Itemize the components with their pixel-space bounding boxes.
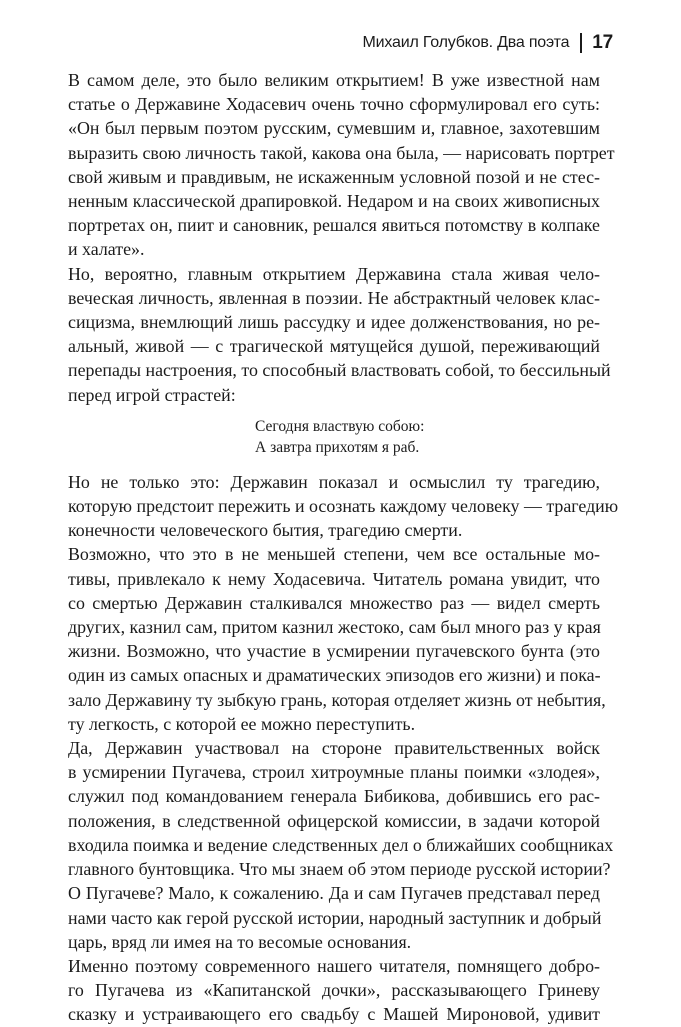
text-line: сицизма, внемлющий лишь рассудку и идее долженствования, но ре-: [68, 312, 600, 333]
text-line: служил под командованием генерала Бибикова, добившись его рас-: [68, 786, 600, 807]
text-line: портретах он, пиит и сановник, решался явиться потомству в колпаке: [68, 215, 600, 236]
paragraph: [68, 954, 600, 1027]
text-line: альный, живой — с трагической мятущейся душой, переживающий: [68, 336, 600, 357]
text-line: входила поимка и ведение следственных дел о ближайших сообщниках: [68, 834, 614, 855]
header-divider: [580, 33, 582, 53]
text-line: в усмирении Пугачева, строил хитроумные планы поимки «злодея»,: [68, 762, 600, 783]
paragraph: [68, 262, 611, 407]
text-line: один из самых опасных и драматических эпизодов его жизни) и пока-: [68, 665, 601, 686]
text-line: сказку и устраивающего его свадьбу с Машей Мироновой, удивит: [68, 1004, 600, 1025]
text-line: ненным классической драпировкой. Недаром и на своих живописных: [68, 191, 600, 212]
verse-quote: [68, 416, 600, 458]
text-line: «Он был первым поэтом русским, сумевшим и, главное, захотевшим: [68, 118, 600, 139]
text-line: Но не только это: Державин показал и осмыслил ту трагедию,: [68, 471, 600, 492]
page-number: 17: [592, 32, 613, 53]
text-line: других, казнил сам, притом казнил жестоко, сам был много раз у края: [68, 617, 601, 638]
text-line: конечности человеческого бытия, трагедию смерти.: [68, 520, 463, 541]
text-line: которую предстоит пережить и осознать каждому человеку — трагедию: [68, 496, 619, 517]
verse-line: А завтра прихотям я раб.: [255, 438, 420, 456]
text-line: В самом деле, это было великим открытием! В уже известной нам: [68, 70, 600, 90]
text-line: жизни. Возможно, что участие в усмирении пугачевского бунта (это: [68, 641, 600, 662]
verse-line: Сегодня властвую собою:: [255, 417, 425, 435]
running-header: [363, 32, 613, 54]
paragraph: [68, 736, 614, 954]
running-header-title: Михаил Голубков. Два поэта: [362, 34, 570, 51]
text-line: го Пугачева из «Капитанской дочки», рассказывающего Гриневу: [68, 980, 600, 1001]
text-line: зало Державину ту зыбкую грань, которая отделяет жизнь от небытия,: [68, 689, 606, 710]
text-line: со смертью Державин сталкивался множество раз — видел смерть: [68, 592, 600, 613]
text-line: Именно поэтому современного нашего читателя, помнящего добро-: [68, 955, 600, 976]
text-line: нами часто как герой русской истории, народный заступник и добрый: [68, 907, 602, 928]
text-line: главного бунтовщика. Что мы знаем об этом периоде русской истории?: [68, 859, 611, 880]
text-line: свой живым и правдивым, не искаженным условной позой и не стес-: [68, 166, 600, 187]
text-line: выразить свою личность такой, какова она была, — нарисовать портрет: [68, 142, 615, 163]
text-line: тивы, привлекало к нему Ходасевича. Читатель романа увидит, что: [68, 568, 600, 589]
text-line: Но, вероятно, главным открытием Державина стала живая чело-: [68, 263, 600, 284]
paragraph: [68, 68, 615, 262]
paragraph: [68, 470, 619, 543]
text-line: и халате».: [68, 239, 145, 260]
text-line: веческая личность, явленная в поэзии. Не абстрактный человек клас-: [68, 287, 600, 308]
paragraph: [68, 542, 606, 736]
body-text: [68, 68, 619, 1027]
text-line: О Пугачеве? Мало, к сожалению. Да и сам Пугачев представал перед: [68, 883, 600, 904]
text-line: ту легкость, с которой ее можно переступить.: [68, 713, 416, 734]
text-line: Возможно, что это в не меньшей степени, чем все остальные мо-: [68, 544, 600, 565]
text-line: царь, вряд ли имея на то весомые основания.: [68, 931, 412, 952]
text-line: перед игрой страстей:: [68, 384, 236, 405]
text-line: положения, в следственной офицерской комиссии, в задачи которой: [68, 810, 600, 831]
text-line: статье о Державине Ходасевич очень точно сформулировал его суть:: [68, 94, 600, 115]
text-line: Да, Державин участвовал на стороне правительственных войск: [68, 738, 600, 759]
text-line: перепады настроения, то способный властвовать собой, то бессильный: [68, 360, 611, 381]
